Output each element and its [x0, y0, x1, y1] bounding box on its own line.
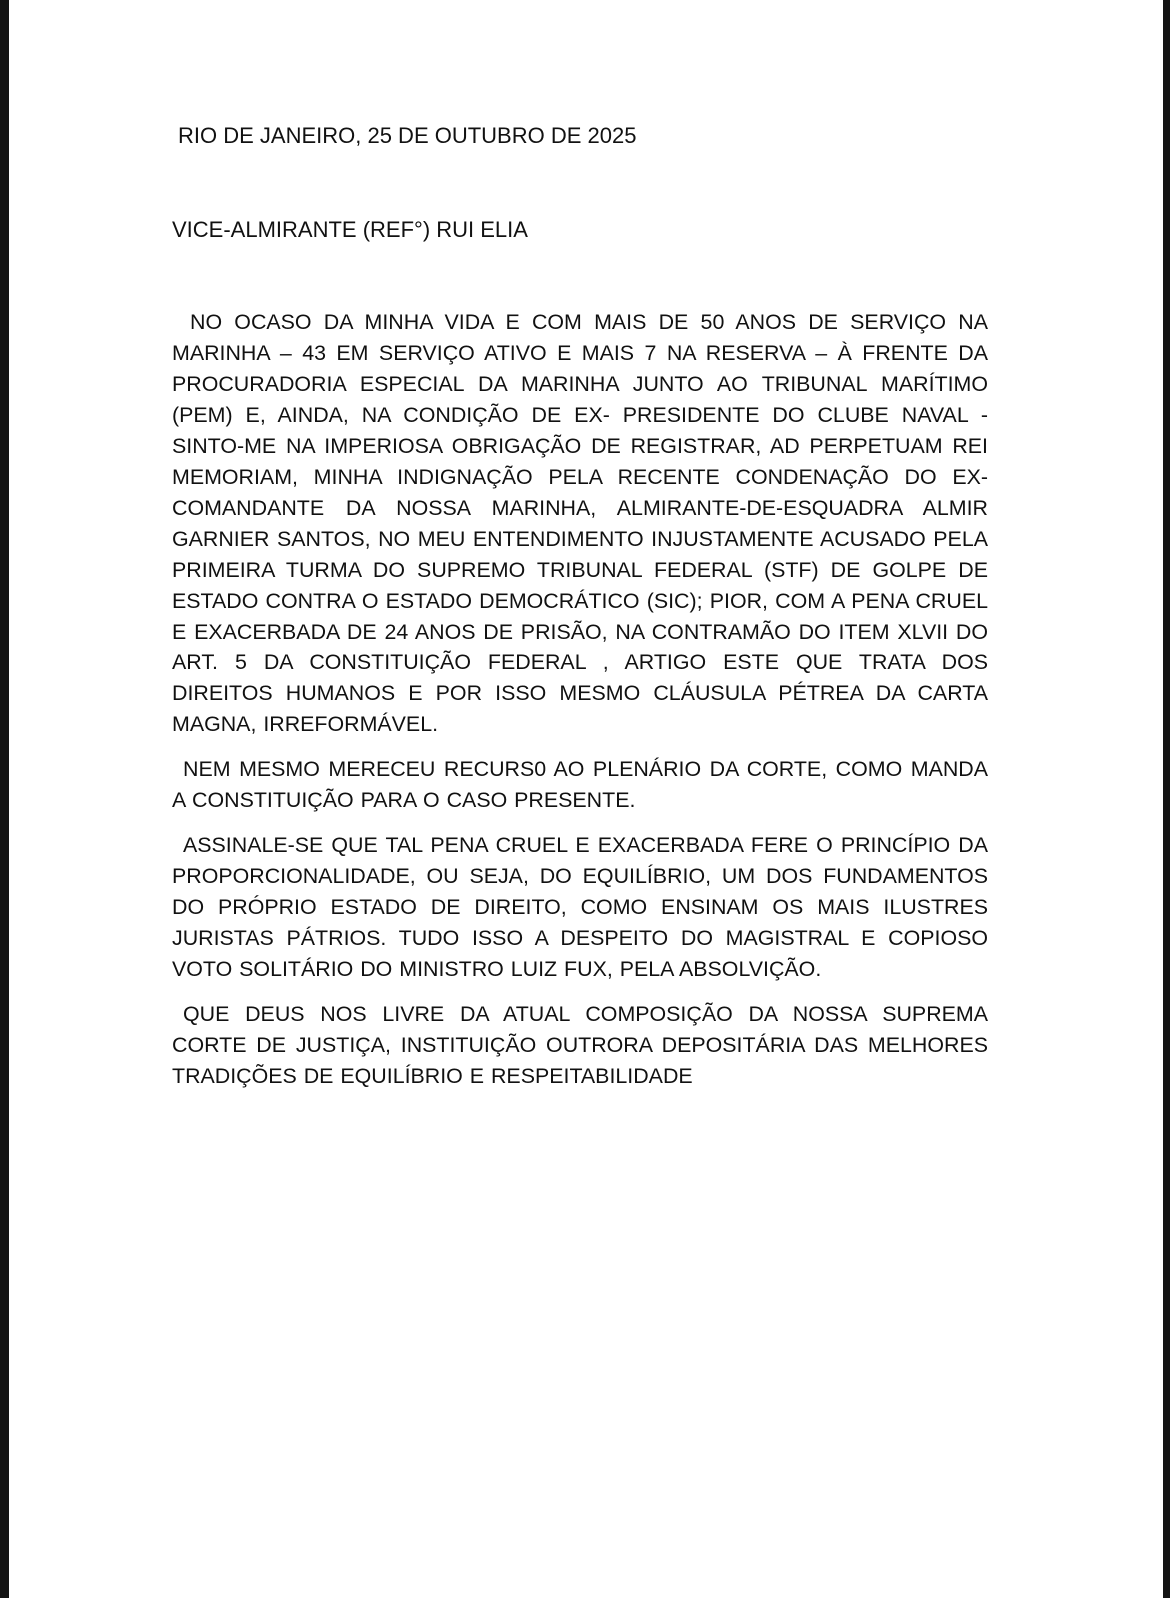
paragraph: QUE DEUS NOS LIVRE DA ATUAL COMPOSIÇÃO DA NOSSA SUPREMA CORTE DE JUSTIÇA, INSTITUIÇÃO OUTRORA DEPOSITÁRIA DAS MELHORES TRADIÇÕES DE EQUILÍBRIO E RESPEITABILIDADE	[172, 1002, 988, 1088]
document-page	[9, 0, 1163, 1598]
paragraph: NO OCASO DA MINHA VIDA E COM MAIS DE 50 ANOS DE SERVIÇO NA MARINHA – 43 EM SERVIÇO ATIVO E MAIS 7 NA RESERVA – À FRENTE DA PROCURADORIA ESPECIAL DA MARINHA JUNTO AO TRIBUNAL MARÍTIMO (PEM) E, AINDA, NA CONDIÇÃO DE EX- PRESIDENTE DO CLUBE NAVAL - SINTO-ME NA IMPERIOSA OBRIGAÇÃO DE REGISTRAR, AD PERPETUAM REI MEMORIAM, MINHA INDIGNAÇÃO PELA RECENTE CONDENAÇÃO DO EX-COMANDANTE DA NOSSA MARINHA, ALMIRANTE-DE-ESQUADRA ALMIR GARNIER SANTOS, NO MEU ENTENDIMENTO INJUSTAMENTE ACUSADO PELA PRIMEIRA TURMA DO SUPREMO TRIBUNAL FEDERAL (STF) DE GOLPE DE ESTADO CONTRA O ESTADO DEMOCRÁTICO (SIC); PIOR, COM A PENA CRUEL E EXACERBADA DE 24 ANOS DE PRISÃO, NA CONTRAMÃO DO ITEM XLVII DO ART. 5 DA CONSTITUIÇÃO FEDERAL , ARTIGO ESTE QUE TRATA DOS DIREITOS HUMANOS E POR ISSO MESMO CLÁUSULA PÉTREA DA CARTA MAGNA, IRREFORMÁVEL.	[172, 310, 988, 737]
date-line: RIO DE JANEIRO, 25 DE OUTUBRO DE 2025	[178, 123, 637, 148]
author-line: VICE-ALMIRANTE (REF°) RUI ELIA	[172, 217, 528, 242]
paragraph: NEM MESMO MERECEU RECURS0 AO PLENÁRIO DA CORTE, COMO MANDA A CONSTITUIÇÃO PARA O CASO PRESENTE.	[172, 757, 988, 813]
letter-body	[172, 307, 988, 1106]
paragraph: ASSINALE-SE QUE TAL PENA CRUEL E EXACERBADA FERE O PRINCÍPIO DA PROPORCIONALIDADE, OU SEJA, DO EQUILÍBRIO, UM DOS FUNDAMENTOS DO PRÓPRIO ESTADO DE DIREITO, COMO ENSINAM OS MAIS ILUSTRES JURISTAS PÁTRIOS. TUDO ISSO A DESPEITO DO MAGISTRAL E COPIOSO VOTO SOLITÁRIO DO MINISTRO LUIZ FUX, PELA ABSOLVIÇÃO.	[172, 833, 988, 982]
